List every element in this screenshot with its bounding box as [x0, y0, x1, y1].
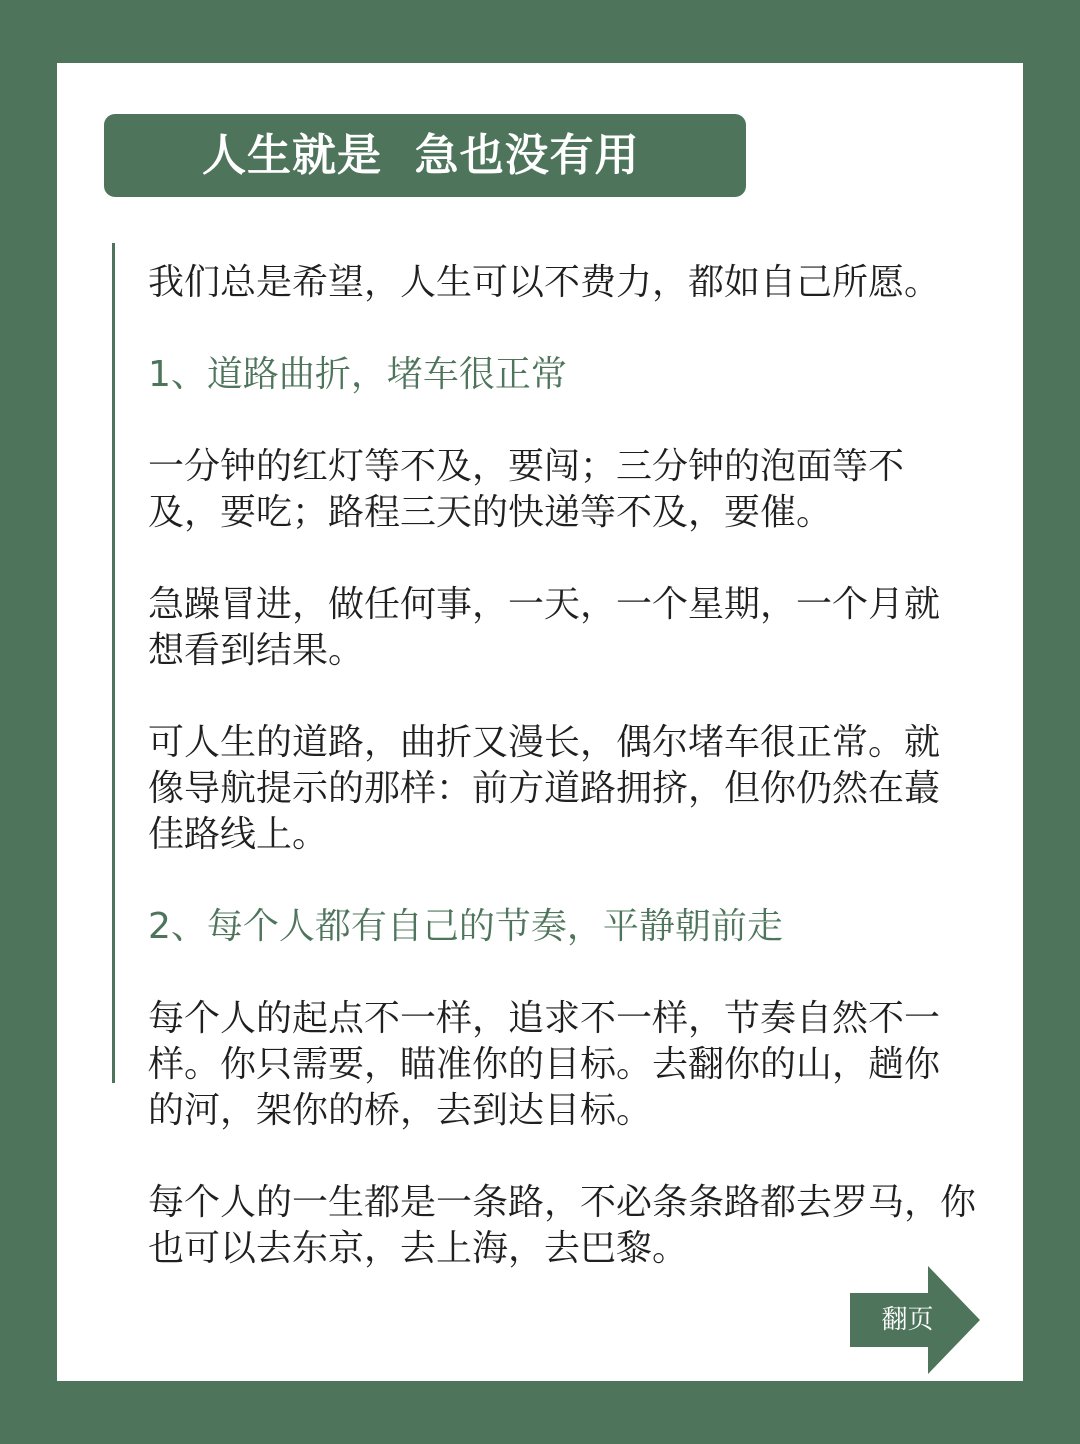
next-page-button[interactable] [850, 1266, 982, 1374]
accent-divider [112, 243, 115, 1083]
section-1-paragraph-3: 可人生的道路，曲折又漫长，偶尔堵车很正常。就像导航提示的那样：前方道路拥挤，但你仍然在蕞佳路线上。 [148, 722, 941, 855]
intro-paragraph: 我们总是希望，人生可以不费力，都如自己所愿。 [148, 262, 941, 303]
content-card [57, 63, 1023, 1381]
title-banner [104, 114, 746, 197]
section-1-paragraph-1: 一分钟的红灯等不及，要闯；三分钟的泡面等不及，要吃；路程三天的快递等不及，要催。 [148, 446, 905, 533]
section-2-paragraph-2: 每个人的一生都是一条路，不必条条路都去罗马，你也可以去东京，去上海，去巴黎。 [148, 1182, 977, 1269]
section-1-heading: 1、道路曲折，堵车很正常 [148, 354, 567, 395]
page-title: 人生就是 急也没有用 [202, 130, 640, 181]
article-body [148, 260, 988, 1272]
section-2-heading: 2、每个人都有自己的节奏，平静朝前走 [148, 906, 783, 947]
section-2-paragraph-1: 每个人的起点不一样，追求不一样，节奏自然不一样。你只需要，瞄准你的目标。去翻你的山，趟你的河，架你的桥，去到达目标。 [148, 998, 941, 1131]
section-1-paragraph-2: 急躁冒进，做任何事，一天，一个星期，一个月就想看到结果。 [148, 584, 941, 671]
next-page-label: 翻页 [881, 1305, 934, 1335]
